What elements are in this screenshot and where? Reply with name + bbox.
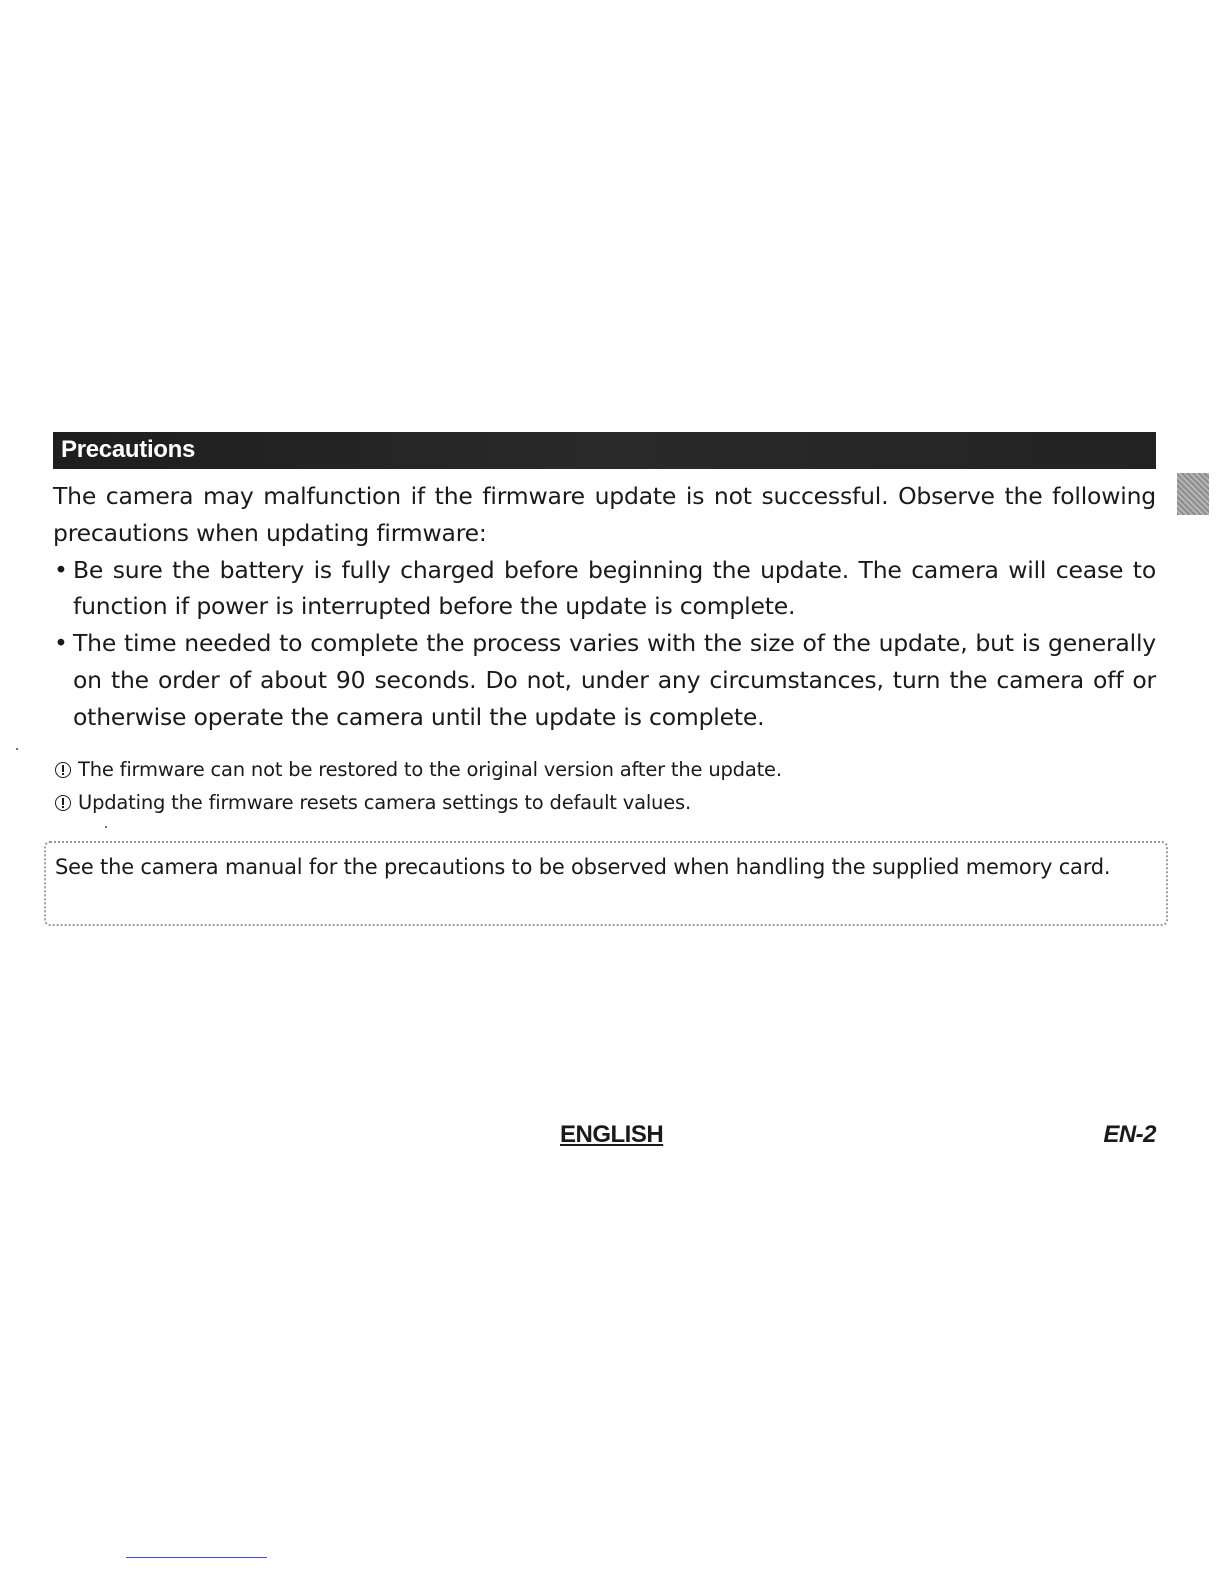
caution-icon [55, 762, 71, 778]
list-item [53, 625, 1156, 735]
bullet-text: Be sure the battery is fully charged before beginning the update. The camera will cease to function if power is interrupted before the update is complete. [73, 555, 1156, 621]
bottom-divider [126, 1557, 267, 1558]
main-body [53, 478, 1156, 736]
precautions-list [53, 552, 1156, 736]
bullet-marker: • [54, 629, 68, 658]
info-box-text: See the camera manual for the precautions to be observed when handling the supplied memory card. [55, 855, 1111, 879]
caution-note [55, 787, 1155, 820]
info-box [44, 841, 1168, 926]
footer-language: ENGLISH [560, 1121, 664, 1148]
scan-speck [105, 826, 107, 828]
caution-notes [55, 754, 1155, 819]
section-title: Precautions [61, 436, 196, 463]
section-header-bar [53, 432, 1156, 469]
bullet-text: The time needed to complete the process varies with the size of the update, but is generally on the order of about 90 seconds. Do not, under any circumstances, turn the camera off or otherwise operate the camera until the update is complete. [73, 629, 1156, 731]
list-item [53, 552, 1156, 626]
caution-note-text: Updating the firmware resets camera settings to default values. [78, 790, 691, 814]
caution-note [55, 754, 1155, 787]
caution-note-text: The firmware can not be restored to the original version after the update. [78, 758, 782, 781]
intro-paragraph: The camera may malfunction if the firmware update is not successful. Observe the following precautions when updating firmware: [53, 482, 1156, 547]
scan-speck [16, 748, 18, 750]
caution-icon [55, 795, 71, 811]
side-index-tab [1177, 473, 1209, 515]
footer-page-number: EN-2 [1103, 1121, 1156, 1148]
bullet-marker: • [54, 555, 68, 584]
